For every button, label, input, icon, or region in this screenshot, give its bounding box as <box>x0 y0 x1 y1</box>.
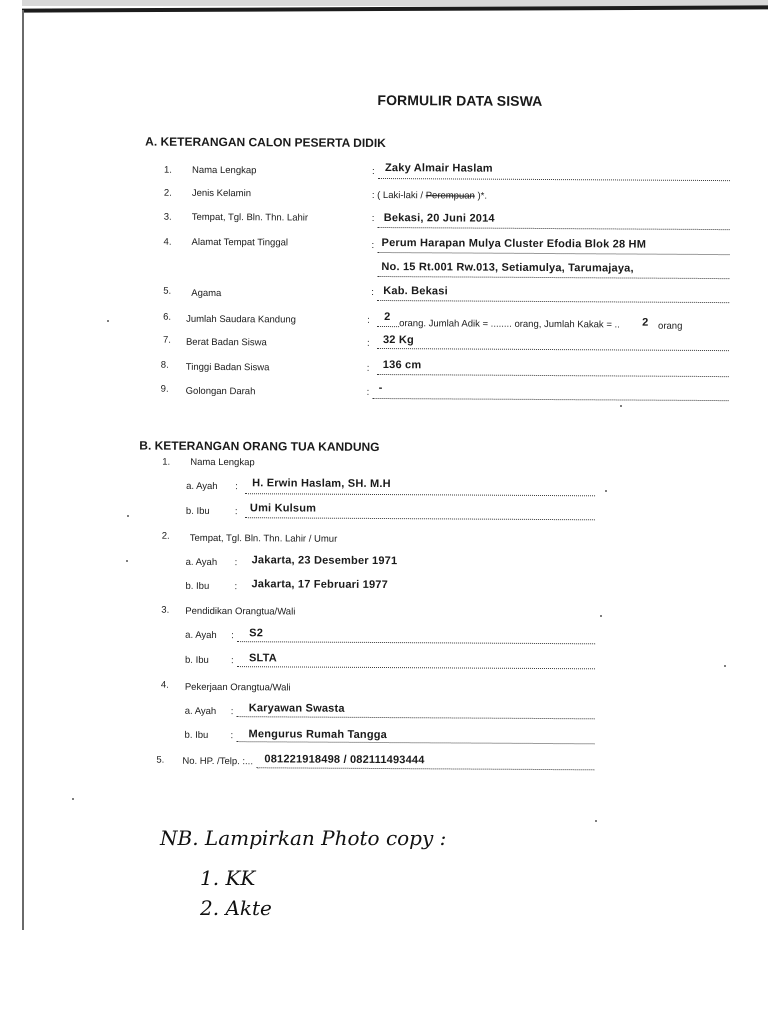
dotted-line <box>237 666 595 669</box>
ayah-label: a. Ayah <box>186 480 218 493</box>
field-label-no-hp: No. HP. /Telp. :... <box>182 755 254 768</box>
form-title: FORMULIR DATA SISWA <box>377 91 543 109</box>
handwritten-note-item-1: 1. KK <box>200 866 256 890</box>
dotted-line <box>245 517 595 520</box>
dotted-line <box>377 276 729 279</box>
row-number: 6. <box>163 311 172 323</box>
field-label-ttl-orangtua: Tempat, Tgl. Bln. Thn. Lahir / Umur <box>189 532 338 545</box>
dotted-line <box>378 252 730 255</box>
ayah-label: a. Ayah <box>185 629 217 642</box>
colon: : <box>234 557 238 569</box>
field-value-ttl-ibu: Jakarta, 17 Februari 1977 <box>251 578 389 592</box>
field-label-pendidikan: Pendidikan Orangtua/Wali <box>185 605 296 618</box>
jumlah-saudara-text: orang. Jumlah Adik = ........ orang, Jumlah Kakak = .. <box>399 318 620 331</box>
field-value-nama-ibu: Umi Kulsum <box>249 502 317 515</box>
row-number: 5. <box>156 754 165 766</box>
section-b-heading: B. KETERANGAN ORANG TUA KANDUNG <box>139 438 380 454</box>
scan-speck <box>724 665 726 667</box>
field-label-nama-orangtua: Nama Lengkap <box>190 456 255 469</box>
scan-speck <box>600 615 602 617</box>
scan-speck <box>620 405 622 407</box>
field-value-nama-lengkap: Zaky Almair Haslam <box>384 162 493 175</box>
jumlah-kakak-unit: orang <box>658 320 683 332</box>
colon: : <box>371 165 375 177</box>
row-number: 1. <box>162 456 171 468</box>
field-value-berat-badan: 32 Kg <box>382 334 414 347</box>
scan-speck <box>595 820 597 822</box>
colon: : <box>234 581 238 593</box>
colon: : <box>235 481 238 493</box>
dotted-line <box>373 398 729 401</box>
colon: : <box>230 706 234 718</box>
colon: : <box>366 337 370 349</box>
colon: : <box>371 286 374 298</box>
row-number: 2. <box>163 187 172 199</box>
scan-speck <box>107 320 109 322</box>
field-label-golongan-darah: Golongan Darah <box>185 385 256 398</box>
scan-speck <box>72 798 74 800</box>
row-number: 2. <box>161 530 170 542</box>
scan-speck <box>127 515 129 517</box>
gender-close: )*. <box>474 190 488 202</box>
field-value-alamat-line2: No. 15 Rt.001 Rw.013, Setiamulya, Tarumajaya, <box>381 261 634 275</box>
dotted-line <box>237 641 595 644</box>
gender-open: ( Laki-laki / <box>377 189 426 202</box>
row-number: 4. <box>163 236 172 248</box>
colon: : <box>230 655 234 667</box>
dotted-line <box>378 178 730 181</box>
scan-speck <box>605 490 607 492</box>
dotted-line <box>377 326 399 327</box>
ibu-label: b. Ibu <box>185 505 210 517</box>
row-number: 9. <box>160 383 169 395</box>
field-label-nama-lengkap: Nama Lengkap <box>191 164 257 177</box>
field-label-pekerjaan: Pekerjaan Orangtua/Wali <box>184 681 291 694</box>
field-value-pekerjaan-ayah: Karyawan Swasta <box>248 702 345 715</box>
scan-speck <box>126 560 128 562</box>
dotted-line <box>378 227 730 230</box>
row-number: 7. <box>162 334 171 346</box>
field-value-alamat-line1: Perum Harapan Mulya Cluster Efodia Blok 28 HM <box>381 237 647 251</box>
colon: : <box>367 314 370 326</box>
row-number: 3. <box>161 604 170 616</box>
dotted-line <box>237 741 595 744</box>
field-label-tinggi-badan: Tinggi Badan Siswa <box>185 361 270 374</box>
dotted-line <box>377 300 729 303</box>
ibu-label: b. Ibu <box>184 654 209 666</box>
ayah-label: a. Ayah <box>185 556 218 569</box>
colon: : <box>231 630 234 642</box>
field-value-jumlah-kakak: 2 <box>642 316 649 329</box>
gender-struck-option: Perempuan <box>425 190 475 202</box>
ibu-label: b. Ibu <box>185 580 210 592</box>
field-label-jenis-kelamin: Jenis Kelamin <box>191 187 252 200</box>
field-value-no-hp: 081221918498 / 082111493444 <box>264 753 425 767</box>
row-number: 4. <box>160 679 169 691</box>
ayah-label: a. Ayah <box>184 705 217 718</box>
colon: : <box>230 730 234 742</box>
field-label-berat-badan: Berat Badan Siswa <box>185 336 267 349</box>
field-value-tinggi-badan: 136 cm <box>382 359 422 372</box>
field-value-nama-ayah: H. Erwin Haslam, SH. M.H <box>252 477 391 491</box>
field-label-agama: Agama <box>191 287 222 300</box>
field-value-agama: Kab. Bekasi <box>383 285 448 298</box>
field-value-pendidikan-ibu: SLTA <box>248 652 277 665</box>
colon: : <box>234 506 238 518</box>
row-number: 8. <box>160 359 169 371</box>
field-label-jumlah-saudara: Jumlah Saudara Kandung <box>186 313 296 326</box>
colon: : <box>366 362 370 374</box>
colon: : <box>371 189 378 201</box>
dotted-line <box>377 374 729 377</box>
row-number: 5. <box>163 285 172 297</box>
dotted-line <box>245 493 595 496</box>
field-value-ttl-ayah: Jakarta, 23 Desember 1971 <box>251 554 398 568</box>
field-value-golongan-darah: - <box>378 381 383 395</box>
field-value-tempat-tgl-lahir: Bekasi, 20 Juni 2014 <box>383 212 495 225</box>
section-a-heading: A. KETERANGAN CALON PESERTA DIDIK <box>145 134 386 151</box>
dotted-line <box>237 716 595 719</box>
ibu-label: b. Ibu <box>184 729 209 741</box>
field-value-pekerjaan-ibu: Mengurus Rumah Tangga <box>248 728 388 742</box>
colon: : <box>366 386 370 398</box>
field-label-tempat-tgl-lahir: Tempat, Tgl. Bln. Thn. Lahir <box>191 211 309 224</box>
field-value-jenis-kelamin <box>372 190 487 202</box>
field-value-jumlah-saudara: 2 <box>384 311 391 324</box>
handwritten-note-title: NB. Lampirkan Photo copy : <box>160 826 447 850</box>
field-value-pendidikan-ayah: S2 <box>249 627 264 640</box>
colon: : <box>371 212 375 224</box>
row-number: 1. <box>163 164 172 176</box>
colon: : <box>371 239 375 251</box>
field-label-alamat: Alamat Tempat Tinggal <box>191 236 289 249</box>
row-number: 3. <box>163 211 172 223</box>
dotted-line <box>256 767 594 770</box>
dotted-line <box>377 348 729 351</box>
handwritten-note-item-2: 2. Akte <box>200 896 272 920</box>
